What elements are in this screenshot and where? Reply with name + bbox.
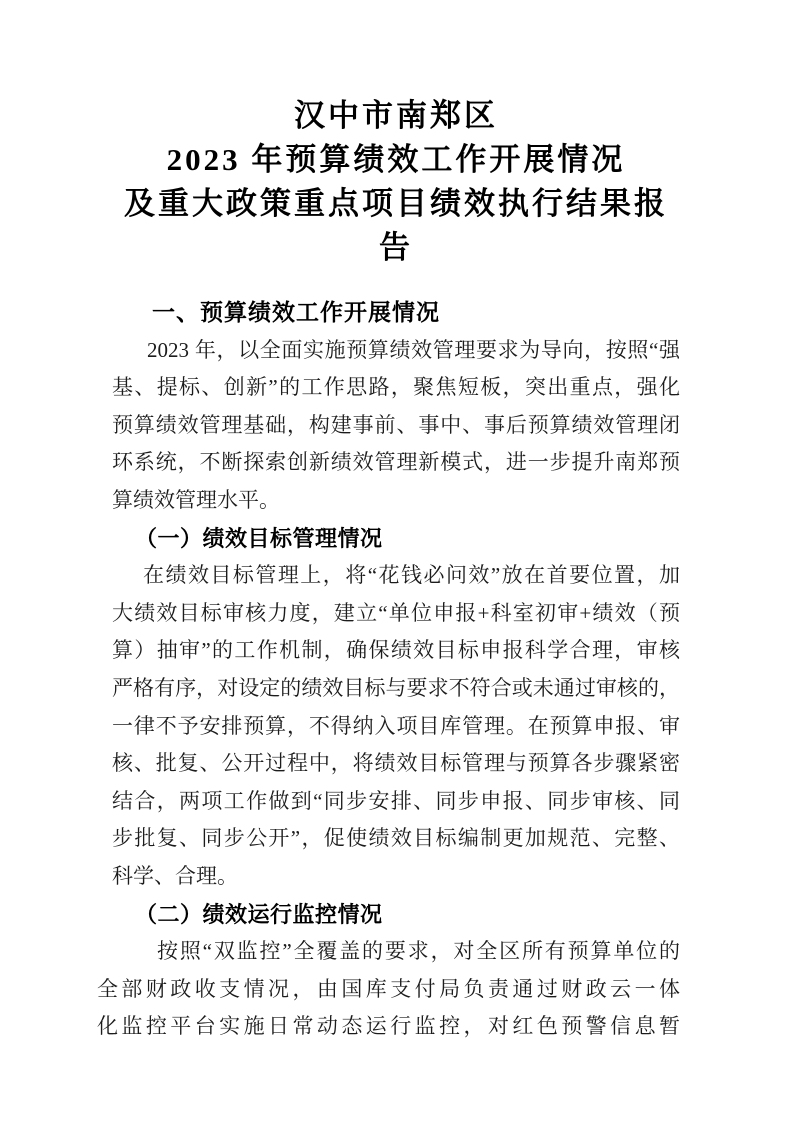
body-line: 全部财政收支情况，由国库支付局负责通过财政云一体	[97, 976, 680, 1001]
body-line: 结合，两项工作做到“同步安排、同步申报、同步审核、同	[112, 788, 680, 813]
title-line-2: 2023 年预算绩效工作开展情况	[166, 142, 626, 177]
document-body	[0, 294, 680, 1046]
body-line: 步批复、同步公开”，促使绩效目标编制更加规范、完整、	[112, 826, 680, 851]
body-line: 大绩效目标审核力度，建立“单位申报+科室初审+绩效（预	[112, 600, 680, 625]
body-line: 一律不予安排预算，不得纳入项目库管理。在预算申报、审	[112, 713, 680, 738]
body-line: 算绩效管理水平。	[112, 487, 280, 512]
body-line: 在绩效目标管理上，将“花钱必问效”放在首要位置，加	[143, 563, 680, 588]
body-line: 化监控平台实施日常动态运行监控，对红色预警信息暂	[97, 1014, 680, 1039]
body-line: 2023 年，以全面实施预算绩效管理要求为导向，按照“强	[147, 337, 680, 362]
body-line: 基、提标、创新”的工作思路，聚焦短板，突出重点，强化	[112, 375, 680, 400]
body-line: 核、批复、公开过程中，将绩效目标管理与预算各步骤紧密	[112, 751, 680, 776]
body-line: 环系统，不断探索创新绩效管理新模式，进一步提升南郑预	[112, 450, 680, 475]
document-title	[0, 0, 680, 270]
body-line: 预算绩效管理基础，构建事前、事中、事后预算绩效管理闭	[112, 412, 680, 437]
subsection-1-heading: （一）绩效目标管理情况	[135, 525, 383, 551]
body-line: 科学、合理。	[112, 863, 238, 888]
body-line: 算）抽审”的工作机制，确保绩效目标申报科学合理，审核	[112, 638, 680, 663]
body-line: 按照“双监控”全覆盖的要求，对全区所有预算单位的	[157, 939, 680, 964]
title-line-1: 汉中市南郑区	[294, 98, 498, 133]
subsection-2-heading: （二）绩效运行监控情况	[135, 901, 383, 927]
body-line: 严格有序，对设定的绩效目标与要求不符合或未通过审核的，	[112, 675, 680, 700]
section-1-heading: 一、预算绩效工作开展情况	[152, 299, 440, 325]
title-line-3: 及重大政策重点项目绩效执行结果报告	[124, 186, 668, 265]
